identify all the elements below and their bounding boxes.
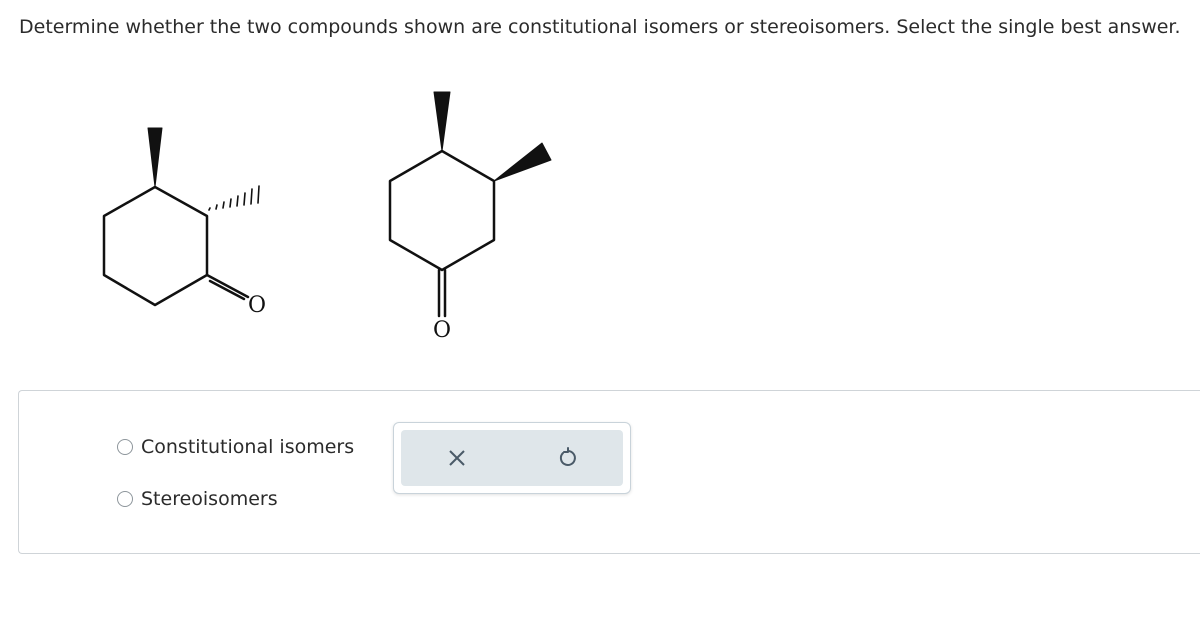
- right-oxygen-label: O: [433, 318, 452, 343]
- left-ring: [104, 187, 207, 305]
- right-top-wedge-bond: [434, 92, 450, 151]
- radio-button[interactable]: [117, 439, 133, 455]
- toolbar-inner: [401, 430, 623, 486]
- left-carbonyl-bond-2: [210, 281, 244, 299]
- left-hashed-bond: [209, 186, 259, 210]
- right-molecule: [390, 92, 551, 316]
- right-ring: [390, 151, 494, 270]
- left-wedge-bond: [148, 128, 162, 187]
- undo-icon: [557, 447, 579, 469]
- left-oxygen-label: O: [248, 293, 267, 318]
- left-molecule: [104, 128, 259, 305]
- option-label: Stereoisomers: [141, 488, 278, 510]
- radio-button[interactable]: [117, 491, 133, 507]
- option-label: Constitutional isomers: [141, 436, 355, 458]
- question-text: Determine whether the two compounds shown are constitutional isomers or stereoisomers. Select the single best answer.: [19, 16, 1181, 38]
- right-side-wedge-bond: [494, 143, 551, 181]
- answer-toolbar: [393, 422, 631, 494]
- answer-panel: [18, 390, 1200, 554]
- option-stereoisomers[interactable]: [117, 488, 278, 510]
- undo-button[interactable]: [548, 438, 588, 478]
- x-icon: [448, 449, 466, 467]
- left-carbonyl-bond-1: [207, 275, 248, 297]
- clear-button[interactable]: [437, 438, 477, 478]
- option-constitutional-isomers[interactable]: [117, 436, 354, 458]
